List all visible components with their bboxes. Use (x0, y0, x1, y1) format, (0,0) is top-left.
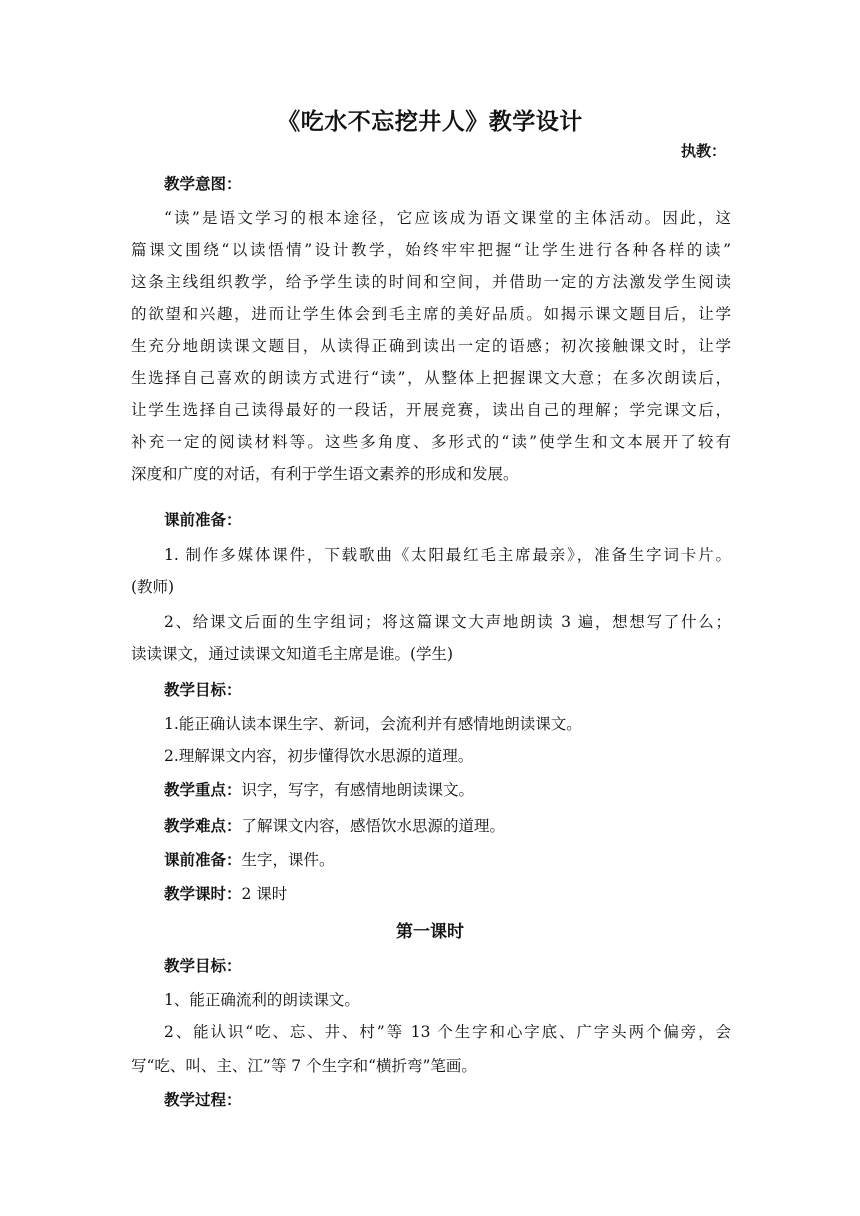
preparation-heading: 课前准备： (164, 511, 242, 529)
preparation-line: (教师) (131, 578, 175, 596)
lesson1-line: 1、能正确流利的朗读课文。 (164, 991, 360, 1009)
goal-item: 2.理解课文内容，初步懂得饮水思源的道理。 (164, 747, 474, 765)
lesson1-heading: 第一课时 (396, 922, 464, 942)
hours-text: 2 课时 (241, 885, 288, 903)
preparation-line: 2、给课文后面的生字组词；将这篇课文大声地朗读 3 遍，想想写了什么； (164, 613, 731, 631)
goal-item: 1.能正确认读本课生字、新词，会流利并有感情地朗读课文。 (164, 715, 582, 733)
difficulty-text: 了解课文内容，感悟饮水思源的道理。 (241, 817, 506, 835)
intent-line: 生选择自己喜欢的朗读方式进行“读”，从整体上把握课文大意；在多次朗读后， (131, 369, 731, 387)
lesson1-line: 2、能认识“吃、忘、井、村”等 13 个生字和心字底、广字头两个偏旁，会 (164, 1023, 731, 1041)
intent-line: 补充一定的阅读材料等。这些多角度、多形式的“读”使学生和文本展开了较有 (131, 433, 731, 451)
goals-heading: 教学目标： (164, 681, 242, 699)
page-title: 《吃水不忘挖井人》教学设计 (277, 109, 583, 135)
hours (164, 884, 731, 904)
preparation-line: 读读课文，通过读课文知道毛主席是谁。(学生) (131, 645, 454, 663)
intent-line: 让学生选择自己读得最好的一段话，开展竞赛，读出自己的理解；学完课文后， (131, 401, 731, 419)
difficulty (164, 816, 731, 836)
prep2-label: 课前准备： (164, 851, 242, 869)
key-point-text: 识字，写字，有感情地朗读课文。 (241, 781, 475, 799)
intent-line: 的欲望和兴趣，进而让学生体会到毛主席的美好品质。如揭示课文题目后，让学 (131, 305, 731, 323)
preparation-line: 1. 制作多媒体课件，下载歌曲《太阳最红毛主席最亲》，准备生字词卡片。 (164, 546, 731, 564)
intent-line: 这条主线组织教学，给予学生读的时间和空间，并借助一定的方法激发学生阅读 (131, 273, 731, 291)
key-point-label: 教学重点： (164, 781, 242, 799)
prep2 (164, 850, 731, 870)
teacher-label: 执教： (680, 142, 726, 160)
intent-line: “读”是语文学习的根本途径，它应该成为语文课堂的主体活动。因此，这 (164, 209, 731, 227)
lesson1-line: 写“吃、叫、主、江”等 7 个生字和“横折弯”笔画。 (131, 1057, 477, 1075)
intent-line: 生充分地朗读课文题目，从读得正确到读出一定的语感；初次接触课文时，让学 (131, 337, 731, 355)
lesson1-goals-heading: 教学目标： (164, 957, 242, 975)
hours-label: 教学课时： (164, 885, 242, 903)
intent-line: 篇课文围绕“以读悟情”设计教学，始终牢牢把握“让学生进行各种各样的读” (131, 241, 731, 259)
difficulty-label: 教学难点： (164, 817, 242, 835)
key-point (164, 780, 731, 800)
intent-line: 深度和广度的对话，有利于学生语文素养的形成和发展。 (131, 465, 519, 483)
lesson1-process-heading: 教学过程： (164, 1091, 242, 1109)
intent-heading: 教学意图： (164, 175, 242, 193)
prep2-text: 生字，课件。 (241, 851, 335, 869)
